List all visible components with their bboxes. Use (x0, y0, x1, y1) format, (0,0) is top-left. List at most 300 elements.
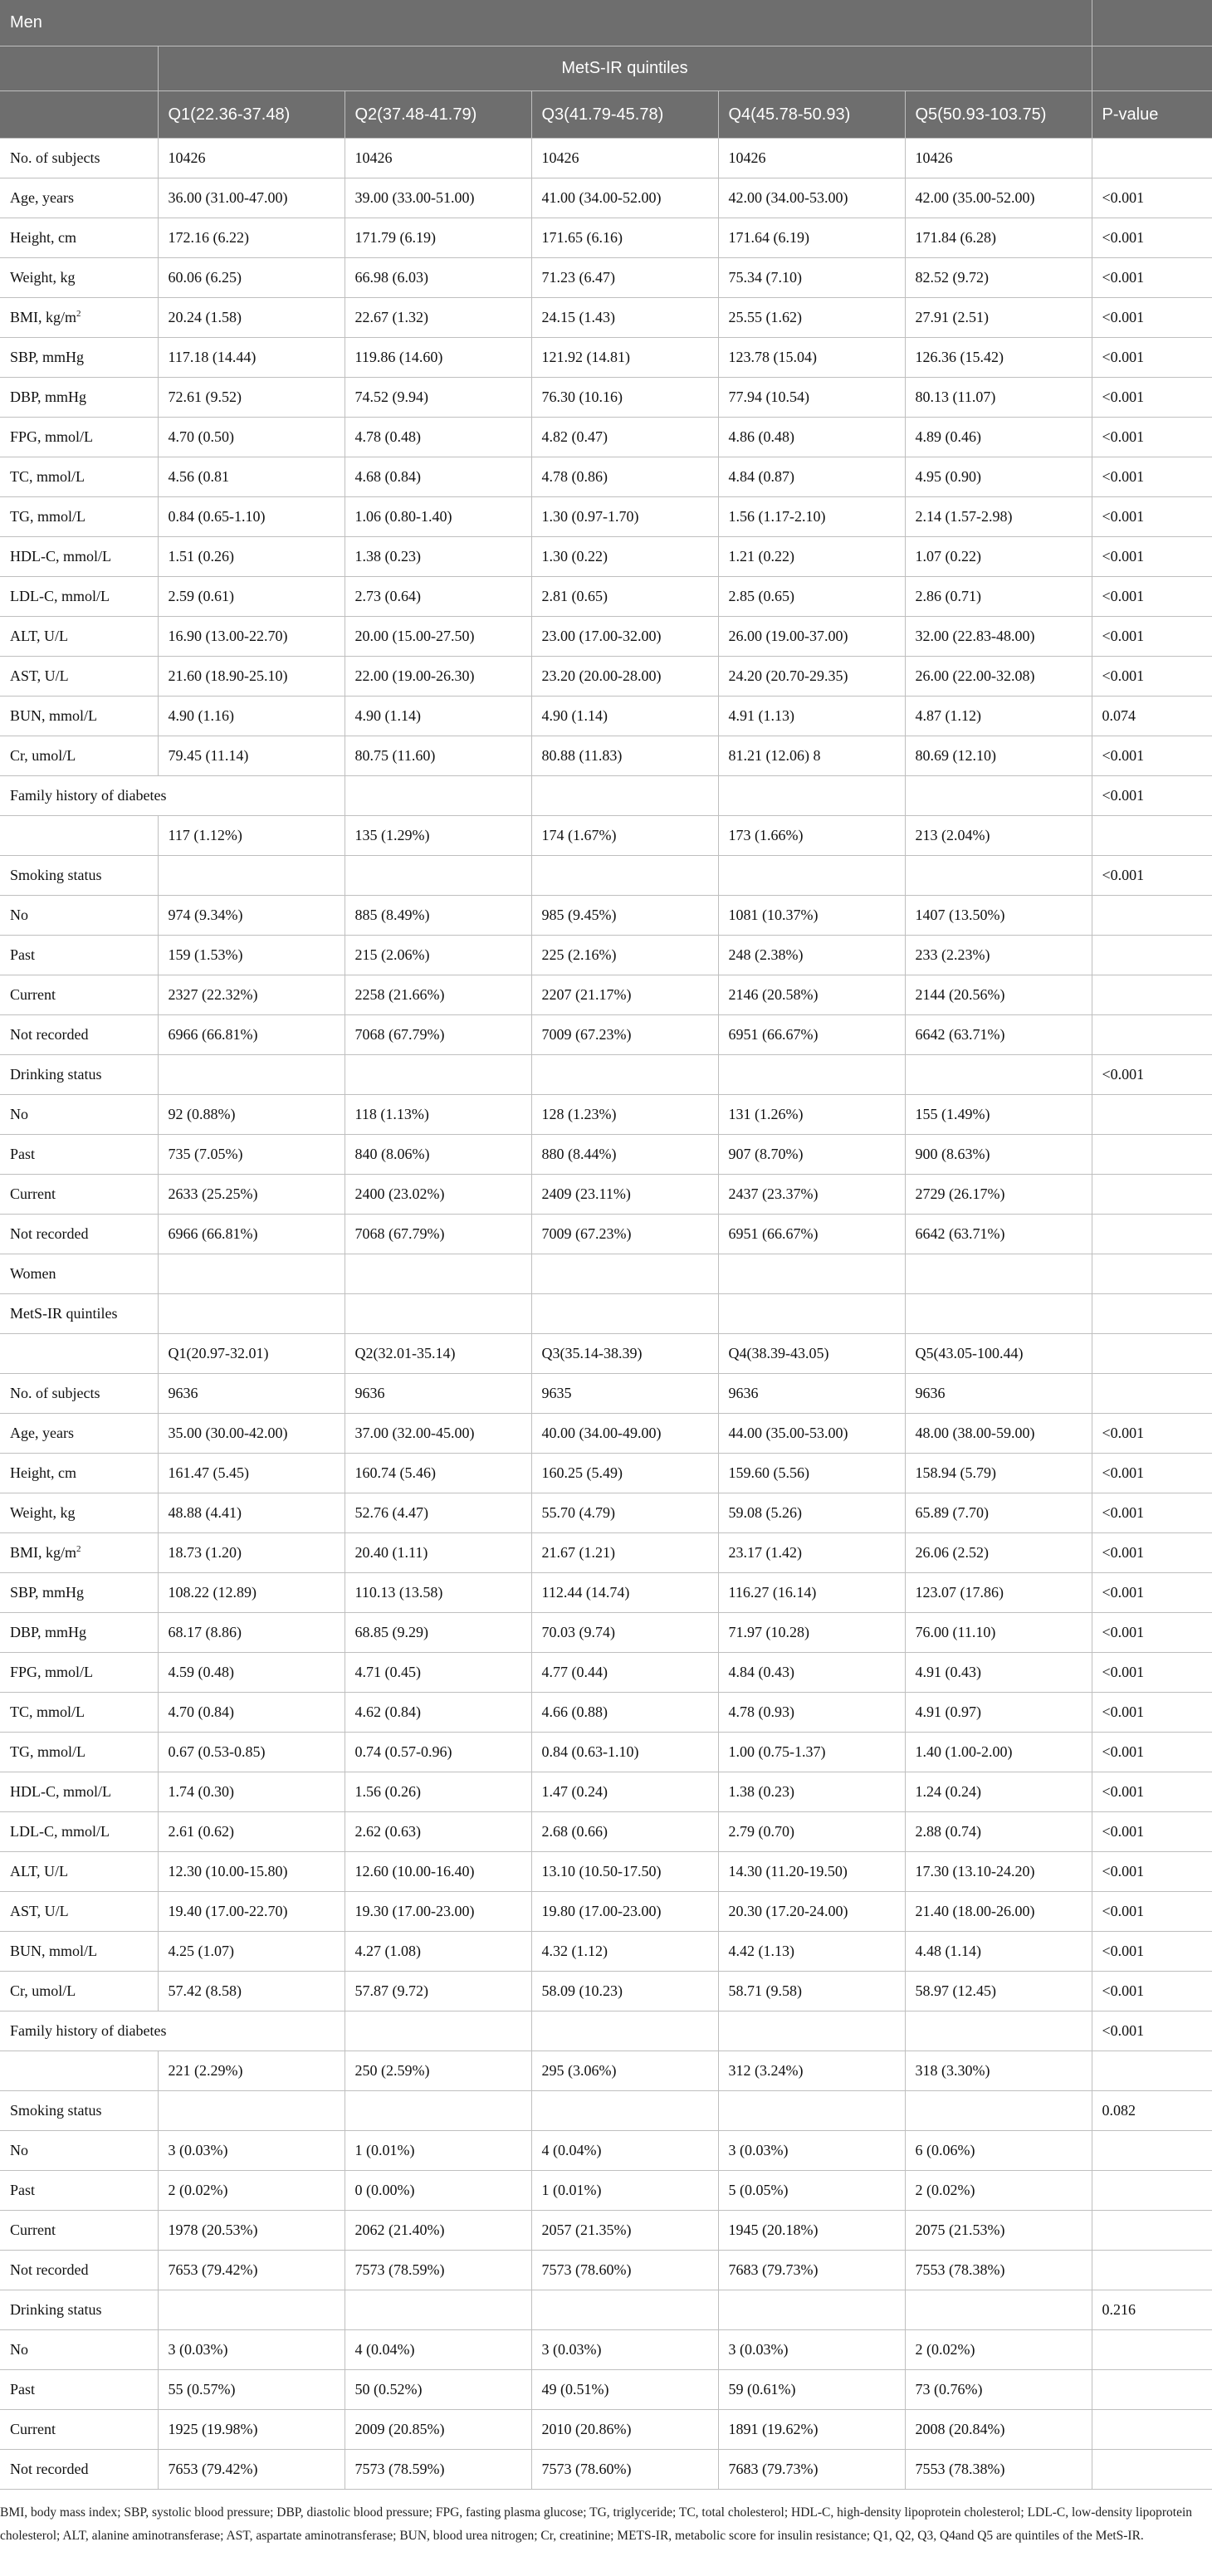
table-row (0, 2091, 1212, 2131)
table-cell: 58.09 (10.23) (531, 1972, 718, 2011)
table-cell: 4.78 (0.48) (345, 418, 531, 457)
table-cell: 4.48 (1.14) (905, 1932, 1092, 1972)
table-cell: 58.97 (12.45) (905, 1972, 1092, 2011)
table-cell: 1.40 (1.00-2.00) (905, 1733, 1092, 1772)
table-cell (718, 1254, 905, 1294)
table-row (0, 1454, 1212, 1493)
table-row (0, 378, 1212, 418)
table-cell (345, 776, 531, 816)
table-cell (718, 2011, 905, 2051)
table-cell: 4.91 (0.97) (905, 1693, 1092, 1733)
table-cell: 221 (2.29%) (158, 2051, 345, 2091)
row-label: AST, U/L (0, 1892, 158, 1932)
table-cell: 72.61 (9.52) (158, 378, 345, 418)
table-cell: 26.00 (19.00-37.00) (718, 617, 905, 657)
table-row (0, 577, 1212, 617)
p-value-cell: <0.001 (1092, 258, 1212, 298)
table-cell: 7009 (67.23%) (531, 1215, 718, 1254)
table-cell: 974 (9.34%) (158, 896, 345, 936)
table-cell: 75.34 (7.10) (718, 258, 905, 298)
p-value-cell (1092, 1374, 1212, 1414)
table-row (0, 298, 1212, 338)
table-row (0, 736, 1212, 776)
table-cell: 4.90 (1.14) (345, 697, 531, 736)
table-row (0, 657, 1212, 697)
row-label: LDL-C, mmol/L (0, 1812, 158, 1852)
row-label: FPG, mmol/L (0, 418, 158, 457)
table-cell: 4.32 (1.12) (531, 1932, 718, 1972)
table-cell: 48.88 (4.41) (158, 1493, 345, 1533)
table-row (0, 1972, 1212, 2011)
row-label: No. of subjects (0, 139, 158, 178)
table-cell (158, 1055, 345, 1095)
row-label: Current (0, 1175, 158, 1215)
table-cell: 59 (0.61%) (718, 2370, 905, 2410)
p-value-cell (1092, 1175, 1212, 1215)
row-label: Current (0, 2211, 158, 2251)
table-cell: 1.38 (0.23) (345, 537, 531, 577)
table-cell: 1.56 (1.17-2.10) (718, 497, 905, 537)
row-label: ALT, U/L (0, 1852, 158, 1892)
table-row (0, 1254, 1212, 1294)
group-label: Men (0, 0, 1092, 46)
p-value-cell: <0.001 (1092, 1812, 1212, 1852)
row-label: BUN, mmol/L (0, 1932, 158, 1972)
table-body (0, 139, 1212, 2490)
p-value-cell: <0.001 (1092, 617, 1212, 657)
table-cell: 4.82 (0.47) (531, 418, 718, 457)
table-cell: 27.91 (2.51) (905, 298, 1092, 338)
table-cell: 160.74 (5.46) (345, 1454, 531, 1493)
table-cell: 2.73 (0.64) (345, 577, 531, 617)
table-cell: 20.24 (1.58) (158, 298, 345, 338)
table-row (0, 2251, 1212, 2290)
table-cell: 7683 (79.73%) (718, 2251, 905, 2290)
table-cell: Q4(38.39-43.05) (718, 1334, 905, 1374)
table-cell: 6642 (63.71%) (905, 1015, 1092, 1055)
table-cell: 25.55 (1.62) (718, 298, 905, 338)
table-cell: 71.97 (10.28) (718, 1613, 905, 1653)
table-row (0, 617, 1212, 657)
p-value-cell: <0.001 (1092, 497, 1212, 537)
table-cell: 7573 (78.60%) (531, 2450, 718, 2490)
table-cell: 4.84 (0.43) (718, 1653, 905, 1693)
table-cell: 1.30 (0.22) (531, 537, 718, 577)
table-cell: 57.42 (8.58) (158, 1972, 345, 2011)
table-cell: 7553 (78.38%) (905, 2251, 1092, 2290)
table-cell (905, 1254, 1092, 1294)
table-cell (718, 1294, 905, 1334)
table-cell (158, 2091, 345, 2131)
table-cell (531, 1254, 718, 1294)
table-cell: 9636 (718, 1374, 905, 1414)
table-cell: 4 (0.04%) (531, 2131, 718, 2171)
table-cell: 160.25 (5.49) (531, 1454, 718, 1493)
table-cell: 1978 (20.53%) (158, 2211, 345, 2251)
column-header-q5: Q5(50.93-103.75) (905, 91, 1092, 139)
table-row (0, 2450, 1212, 2490)
table-cell: 36.00 (31.00-47.00) (158, 178, 345, 218)
table-row (0, 1613, 1212, 1653)
p-value-cell: 0.216 (1092, 2290, 1212, 2330)
table-cell: 7573 (78.59%) (345, 2251, 531, 2290)
table-cell: 172.16 (6.22) (158, 218, 345, 258)
table-cell: 116.27 (16.14) (718, 1573, 905, 1613)
row-label: Past (0, 2171, 158, 2211)
p-value-cell (1092, 2211, 1212, 2251)
table-cell: 9636 (158, 1374, 345, 1414)
header-row-columns (0, 91, 1212, 139)
table-cell: 9636 (905, 1374, 1092, 1414)
table-cell: 1945 (20.18%) (718, 2211, 905, 2251)
table-cell: 4.86 (0.48) (718, 418, 905, 457)
table-row (0, 1493, 1212, 1533)
table-cell (345, 2091, 531, 2131)
p-value-cell (1092, 1015, 1212, 1055)
p-value-cell (1092, 2131, 1212, 2171)
p-value-cell: <0.001 (1092, 1772, 1212, 1812)
table-cell (345, 1254, 531, 1294)
p-value-cell: <0.001 (1092, 1932, 1212, 1972)
p-value-cell (1092, 936, 1212, 975)
header-row-group (0, 0, 1212, 46)
table-cell: 119.86 (14.60) (345, 338, 531, 378)
table-cell: 173 (1.66%) (718, 816, 905, 856)
row-label-text: BMI, kg/m (10, 309, 77, 325)
table-cell: 1081 (10.37%) (718, 896, 905, 936)
row-label (0, 1334, 158, 1374)
table-cell: 10426 (158, 139, 345, 178)
table-cell: 117 (1.12%) (158, 816, 345, 856)
table-footnote: BMI, body mass index; SBP, systolic blood pressure; DBP, diastolic blood pressure; FPG, fasting plasma glucose; TG, triglyceride; TC, total cholesterol; HDL-C, high-density lipoprotein cholesterol; LDL-C, low-density lipoprotein cholesterol; ALT, alanine aminotransferase; AST, aspartate aminotransferase; BUN, blood urea nitrogen; Cr, creatinine; METS-IR, metabolic score for insulin resistance; Q1, Q2, Q3, Q4and Q5 are quintiles of the MetS-IR. (0, 2505, 1193, 2543)
table-cell: 22.00 (19.00-26.30) (345, 657, 531, 697)
p-value-cell: <0.001 (1092, 1414, 1212, 1454)
table-cell: 23.20 (20.00-28.00) (531, 657, 718, 697)
table-cell: 10426 (718, 139, 905, 178)
p-value-cell (1092, 2450, 1212, 2490)
table-cell: 158.94 (5.79) (905, 1454, 1092, 1493)
table-cell: 880 (8.44%) (531, 1135, 718, 1175)
table-cell: 4.68 (0.84) (345, 457, 531, 497)
table-cell: 2 (0.02%) (158, 2171, 345, 2211)
table-cell: 7683 (79.73%) (718, 2450, 905, 2490)
table-cell: 4.91 (0.43) (905, 1653, 1092, 1693)
table-cell (345, 1294, 531, 1334)
table-row (0, 1892, 1212, 1932)
table-cell: 65.89 (7.70) (905, 1493, 1092, 1533)
table-cell: 3 (0.03%) (718, 2131, 905, 2171)
table-cell: 108.22 (12.89) (158, 1573, 345, 1613)
p-value-cell: 0.074 (1092, 697, 1212, 736)
table-cell: 19.80 (17.00-23.00) (531, 1892, 718, 1932)
table-cell: 10426 (531, 139, 718, 178)
p-value-cell: <0.001 (1092, 1573, 1212, 1613)
row-label: TG, mmol/L (0, 497, 158, 537)
table-cell: 32.00 (22.83-48.00) (905, 617, 1092, 657)
table-cell: 4.90 (1.14) (531, 697, 718, 736)
table-cell: 40.00 (34.00-49.00) (531, 1414, 718, 1454)
p-value-cell (1092, 1135, 1212, 1175)
table-cell: 19.30 (17.00-23.00) (345, 1892, 531, 1932)
table-row (0, 2011, 1212, 2051)
table-cell: 80.88 (11.83) (531, 736, 718, 776)
p-value-cell (1092, 896, 1212, 936)
row-label: Current (0, 975, 158, 1015)
table-cell: 2075 (21.53%) (905, 2211, 1092, 2251)
row-label: Smoking status (0, 2091, 158, 2131)
header-empty-cell (0, 46, 158, 91)
table-cell: 79.45 (11.14) (158, 736, 345, 776)
table-cell: 42.00 (35.00-52.00) (905, 178, 1092, 218)
row-label: Height, cm (0, 1454, 158, 1493)
row-label: DBP, mmHg (0, 378, 158, 418)
table-cell: 0.84 (0.65-1.10) (158, 497, 345, 537)
table-cell: 4.84 (0.87) (718, 457, 905, 497)
table-cell: 121.92 (14.81) (531, 338, 718, 378)
table-cell (905, 2091, 1092, 2131)
table-cell (531, 2290, 718, 2330)
table-cell: 900 (8.63%) (905, 1135, 1092, 1175)
table-cell: 74.52 (9.94) (345, 378, 531, 418)
table-cell: 1925 (19.98%) (158, 2410, 345, 2450)
table-cell: 215 (2.06%) (345, 936, 531, 975)
table-cell: 123.07 (17.86) (905, 1573, 1092, 1613)
table-cell: 2633 (25.25%) (158, 1175, 345, 1215)
row-label: Weight, kg (0, 1493, 158, 1533)
table-row (0, 258, 1212, 298)
table-cell: 7068 (67.79%) (345, 1215, 531, 1254)
table-cell: 2327 (22.32%) (158, 975, 345, 1015)
table-row (0, 457, 1212, 497)
p-value-cell (1092, 139, 1212, 178)
table-cell: 2010 (20.86%) (531, 2410, 718, 2450)
p-value-cell: <0.001 (1092, 178, 1212, 218)
table-cell: 3 (0.03%) (158, 2330, 345, 2370)
p-value-cell: <0.001 (1092, 856, 1212, 896)
table-cell (531, 2091, 718, 2131)
table-cell: 1407 (13.50%) (905, 896, 1092, 936)
table-row (0, 697, 1212, 736)
table-cell: 13.10 (10.50-17.50) (531, 1852, 718, 1892)
row-label: No (0, 2131, 158, 2171)
table-cell: 171.84 (6.28) (905, 218, 1092, 258)
table-cell: 73 (0.76%) (905, 2370, 1092, 2410)
table-cell: 135 (1.29%) (345, 816, 531, 856)
p-value-cell: <0.001 (1092, 1613, 1212, 1653)
table-cell: 4.91 (1.13) (718, 697, 905, 736)
table-cell: 59.08 (5.26) (718, 1493, 905, 1533)
table-cell: 12.30 (10.00-15.80) (158, 1852, 345, 1892)
row-label: Past (0, 936, 158, 975)
table-cell (531, 1294, 718, 1334)
table-cell: 4.42 (1.13) (718, 1932, 905, 1972)
row-label: Not recorded (0, 2251, 158, 2290)
table-cell: 985 (9.45%) (531, 896, 718, 936)
table-row (0, 2330, 1212, 2370)
row-label: Family history of diabetes (0, 2011, 345, 2051)
row-label (0, 1533, 158, 1573)
table-cell: 131 (1.26%) (718, 1095, 905, 1135)
superscript: 2 (76, 309, 81, 319)
table-cell: 735 (7.05%) (158, 1135, 345, 1175)
p-value-cell: <0.001 (1092, 1055, 1212, 1095)
p-value-cell: <0.001 (1092, 2011, 1212, 2051)
table-cell: 6966 (66.81%) (158, 1015, 345, 1055)
table-row (0, 1135, 1212, 1175)
table-cell: 2.14 (1.57-2.98) (905, 497, 1092, 537)
table-cell: 71.23 (6.47) (531, 258, 718, 298)
table-row (0, 418, 1212, 457)
table-cell: 2.79 (0.70) (718, 1812, 905, 1852)
row-label: Drinking status (0, 2290, 158, 2330)
row-label: Current (0, 2410, 158, 2450)
table-cell: 7653 (79.42%) (158, 2450, 345, 2490)
table-cell: 19.40 (17.00-22.70) (158, 1892, 345, 1932)
table-cell: 117.18 (14.44) (158, 338, 345, 378)
table-row (0, 975, 1212, 1015)
table-row (0, 1733, 1212, 1772)
table-cell: 55 (0.57%) (158, 2370, 345, 2410)
table-row (0, 2211, 1212, 2251)
table-cell: 128 (1.23%) (531, 1095, 718, 1135)
table-cell: 80.75 (11.60) (345, 736, 531, 776)
table-cell: 2.81 (0.65) (531, 577, 718, 617)
table-cell: 39.00 (33.00-51.00) (345, 178, 531, 218)
p-value-cell (1092, 1095, 1212, 1135)
p-value-cell: <0.001 (1092, 1493, 1212, 1533)
table-cell: 2.61 (0.62) (158, 1812, 345, 1852)
table-cell: 2008 (20.84%) (905, 2410, 1092, 2450)
table-cell: 250 (2.59%) (345, 2051, 531, 2091)
table-row (0, 1414, 1212, 1454)
table-cell (345, 1055, 531, 1095)
row-label: AST, U/L (0, 657, 158, 697)
table-row (0, 497, 1212, 537)
p-value-cell (1092, 816, 1212, 856)
table-cell: 118 (1.13%) (345, 1095, 531, 1135)
table-cell (905, 1294, 1092, 1334)
table-cell: 2057 (21.35%) (531, 2211, 718, 2251)
superscript: 2 (76, 1544, 81, 1554)
table-row (0, 776, 1212, 816)
column-header-q3: Q3(41.79-45.78) (531, 91, 718, 139)
table-cell: 233 (2.23%) (905, 936, 1092, 975)
table-cell: 44.00 (35.00-53.00) (718, 1414, 905, 1454)
p-value-cell: <0.001 (1092, 1852, 1212, 1892)
table-cell: 4.27 (1.08) (345, 1932, 531, 1972)
table-cell: 907 (8.70%) (718, 1135, 905, 1175)
table-row (0, 1573, 1212, 1613)
p-value-cell: <0.001 (1092, 298, 1212, 338)
table-cell: 1.51 (0.26) (158, 537, 345, 577)
row-label: BUN, mmol/L (0, 697, 158, 736)
table-cell: 2.68 (0.66) (531, 1812, 718, 1852)
row-label: ALT, U/L (0, 617, 158, 657)
table-cell: 16.90 (13.00-22.70) (158, 617, 345, 657)
table-cell: 68.85 (9.29) (345, 1613, 531, 1653)
table-cell: 55.70 (4.79) (531, 1493, 718, 1533)
table-cell: 4.87 (1.12) (905, 697, 1092, 736)
table-cell: 7573 (78.59%) (345, 2450, 531, 2490)
p-value-cell: 0.082 (1092, 2091, 1212, 2131)
table-row (0, 1374, 1212, 1414)
table-cell: 42.00 (34.00-53.00) (718, 178, 905, 218)
table-cell: 4.59 (0.48) (158, 1653, 345, 1693)
table-cell: 2258 (21.66%) (345, 975, 531, 1015)
table-cell: 4.25 (1.07) (158, 1932, 345, 1972)
table-row (0, 1015, 1212, 1055)
table-row (0, 1772, 1212, 1812)
table-cell (158, 1294, 345, 1334)
p-value-cell: <0.001 (1092, 457, 1212, 497)
table-cell: 171.65 (6.16) (531, 218, 718, 258)
table-cell: 3 (0.03%) (531, 2330, 718, 2370)
table-cell: 10426 (905, 139, 1092, 178)
table-cell: 58.71 (9.58) (718, 1972, 905, 2011)
table-cell: 6951 (66.67%) (718, 1215, 905, 1254)
table-cell: 26.00 (22.00-32.08) (905, 657, 1092, 697)
header-row-quintile-title (0, 46, 1212, 91)
table-cell: 6642 (63.71%) (905, 1215, 1092, 1254)
p-value-cell (1092, 1334, 1212, 1374)
p-value-cell: <0.001 (1092, 776, 1212, 816)
table-cell: 213 (2.04%) (905, 816, 1092, 856)
table-cell: 171.64 (6.19) (718, 218, 905, 258)
table-cell: 49 (0.51%) (531, 2370, 718, 2410)
table-cell: Q1(20.97-32.01) (158, 1334, 345, 1374)
row-label: TC, mmol/L (0, 1693, 158, 1733)
table-cell: Q5(43.05-100.44) (905, 1334, 1092, 1374)
p-value-cell: <0.001 (1092, 537, 1212, 577)
row-label: Not recorded (0, 2450, 158, 2490)
column-header-p-value: P-value (1092, 91, 1212, 139)
header-empty-cell (0, 91, 158, 139)
table-cell: 1.00 (0.75-1.37) (718, 1733, 905, 1772)
table-cell: 21.67 (1.21) (531, 1533, 718, 1573)
p-value-cell (1092, 2251, 1212, 2290)
table-cell: 2400 (23.02%) (345, 1175, 531, 1215)
table-row (0, 1932, 1212, 1972)
row-label: Past (0, 2370, 158, 2410)
p-value-cell (1092, 2330, 1212, 2370)
table-cell: 48.00 (38.00-59.00) (905, 1414, 1092, 1454)
table-cell: 1.56 (0.26) (345, 1772, 531, 1812)
table-cell (718, 2290, 905, 2330)
table-cell: 4.70 (0.50) (158, 418, 345, 457)
table-cell: 3 (0.03%) (158, 2131, 345, 2171)
table-cell: 4.62 (0.84) (345, 1693, 531, 1733)
header-empty-cell (1092, 0, 1212, 46)
table-row (0, 896, 1212, 936)
row-label (0, 2051, 158, 2091)
row-label: Cr, umol/L (0, 736, 158, 776)
p-value-cell: <0.001 (1092, 1892, 1212, 1932)
table-cell (531, 1055, 718, 1095)
table-cell: 35.00 (30.00-42.00) (158, 1414, 345, 1454)
table-cell: 1.30 (0.97-1.70) (531, 497, 718, 537)
row-label: Drinking status (0, 1055, 158, 1095)
table-cell: 225 (2.16%) (531, 936, 718, 975)
table-cell: 6951 (66.67%) (718, 1015, 905, 1055)
table-row (0, 1294, 1212, 1334)
table-row (0, 338, 1212, 378)
table-row (0, 2171, 1212, 2211)
table-cell: 9636 (345, 1374, 531, 1414)
table-cell (905, 856, 1092, 896)
table-cell: 20.00 (15.00-27.50) (345, 617, 531, 657)
table-cell: 2062 (21.40%) (345, 2211, 531, 2251)
table-row (0, 816, 1212, 856)
